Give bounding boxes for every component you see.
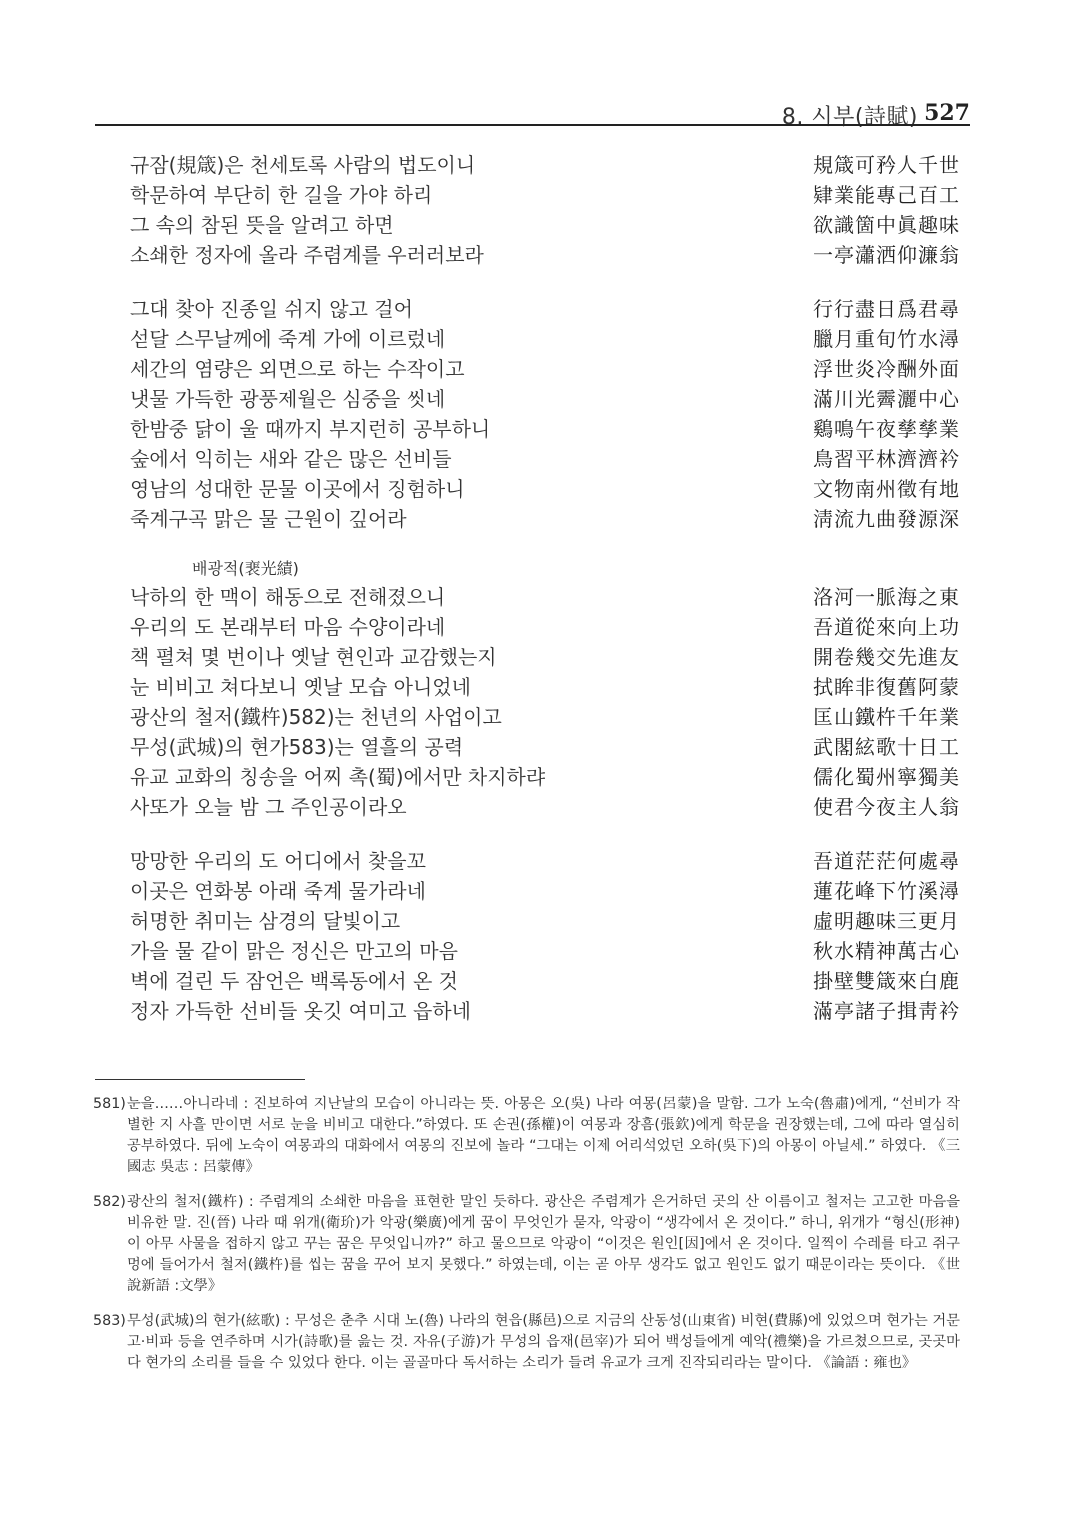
footnote [93, 1311, 960, 1374]
poem-line [130, 474, 960, 504]
korean-translation: 벽에 걸린 두 잠언은 백록동에서 온 것 [130, 969, 458, 993]
korean-translation: 소쇄한 정자에 올라 주렴계를 우러러보라 [130, 243, 484, 267]
chinese-original: 鳥習平林濟濟衿 [813, 447, 960, 471]
poem-stanza [130, 294, 960, 534]
chinese-original: 滿亭諸子揖靑衿 [813, 999, 960, 1023]
poem-line [130, 732, 960, 762]
korean-translation: 무성(武城)의 현가583)는 열흘의 공력 [130, 735, 464, 759]
chinese-original: 洛河一脈海之東 [813, 585, 960, 609]
korean-translation: 광산의 철저(鐵杵)582)는 천년의 사업이고 [130, 705, 502, 729]
section-title: 8. 시부(詩賦) [781, 105, 918, 130]
korean-translation: 세간의 염량은 외면으로 하는 수작이고 [130, 357, 465, 381]
poem-line [130, 504, 960, 534]
chinese-original: 儒化蜀州寧獨美 [813, 765, 960, 789]
footnote-text: 무성(武城)의 현가(絃歌) : 무성은 춘추 시대 노(魯) 나라의 현읍(縣邑)으로 지금의 산동성(山東省) 비현(費縣)에 있었으며 현가는 거문고·비파 등을 연주하며 시가(詩歌)를 읊는 것. 자유(子游)가 무성의 읍재(邑宰)가 되어 백성들에게 예악(禮樂)을 가르쳤으므로, 곳곳마다 현가의 소리를 들을 수 있었다 한다. 이는 골골마다 독서하는 소리가 들려 유교가 크게 진작되리라는 말이다. 《論語 : 雍也》 [127, 1313, 960, 1371]
chinese-original: 吾道茫茫何處尋 [813, 849, 960, 873]
korean-translation: 망망한 우리의 도 어디에서 찾을꼬 [130, 849, 426, 873]
chinese-original: 浮世炎冷酬外面 [813, 357, 960, 381]
korean-translation: 책 펼쳐 몇 번이나 옛날 현인과 교감했는지 [130, 645, 497, 669]
poem-line [130, 702, 960, 732]
chinese-original: 秋水精神萬古心 [813, 939, 960, 963]
korean-translation: 가을 물 같이 맑은 정신은 만고의 마음 [130, 939, 458, 963]
chinese-original: 欲識箇中眞趣味 [813, 213, 960, 237]
poem-line [130, 384, 960, 414]
chinese-original: 肄業能專己百工 [813, 183, 960, 207]
footnote-number: 582) [93, 1194, 126, 1210]
korean-translation: 유교 교화의 칭송을 어찌 촉(蜀)에서만 차지하랴 [130, 765, 546, 789]
poem-line [130, 876, 960, 906]
korean-translation: 그대 찾아 진종일 쉬지 않고 걸어 [130, 297, 413, 321]
chinese-original: 臘月重旬竹水潯 [813, 327, 960, 351]
poem-line [130, 444, 960, 474]
chinese-original: 一亭瀟洒仰濂翁 [813, 243, 960, 267]
poem-line [130, 642, 960, 672]
chinese-original: 虛明趣味三更月 [813, 909, 960, 933]
poem-author: 배광적(裵光績) [192, 559, 299, 578]
korean-translation: 정자 가득한 선비들 옷깃 여미고 읍하네 [130, 999, 471, 1023]
korean-translation: 섣달 스무날께에 죽계 가에 이르렀네 [130, 327, 446, 351]
footnotes [93, 1094, 960, 1388]
poem-body [130, 150, 960, 1050]
poem-line [130, 966, 960, 996]
poem-line [130, 150, 960, 180]
poem-line [130, 762, 960, 792]
korean-translation: 사또가 오늘 밤 그 주인공이라오 [130, 795, 407, 819]
chinese-original: 匡山鐵杵千年業 [813, 705, 960, 729]
poem-line [130, 414, 960, 444]
poem-stanza [130, 846, 960, 1026]
chinese-original: 滿川光霽灑中心 [813, 387, 960, 411]
footnote-text: 광산의 철저(鐵杵) : 주렴계의 소쇄한 마음을 표현한 말인 듯하다. 광산은 주렴계가 은거하던 곳의 산 이름이고 철저는 고고한 마음을 비유한 말. 진(晉) 나라 때 위개(衛玠)가 악광(樂廣)에게 꿈이 무엇인가 묻자, 악광이 “생각에서 온 것이다.” 하니, 위개가 “형신(形神)이 아무 사물을 접하지 않고 꾸는 꿈은 무엇입니까?” 하고 물으므로 악광이 “이것은 원인[因]에서 온 것이다. 일찍이 수레를 타고 쥐구멍에 들어가서 철저(鐵杵)를 씹는 꿈을 꾸어 보지 못했다.” 하였는데, 이는 곧 아무 생각도 없고 원인도 없기 때문이라는 뜻이다. 《世說新語 :文學》 [127, 1194, 960, 1294]
poem-stanza [130, 150, 960, 270]
korean-translation: 학문하여 부단히 한 길을 가야 하리 [130, 183, 433, 207]
poem-line [130, 582, 960, 612]
poem-line [130, 294, 960, 324]
poem-line [130, 846, 960, 876]
poem-line [130, 672, 960, 702]
poem-stanza [130, 558, 960, 822]
poem-line [130, 180, 960, 210]
korean-translation: 영남의 성대한 문물 이곳에서 징험하니 [130, 477, 465, 501]
poem-line [130, 240, 960, 270]
korean-translation: 우리의 도 본래부터 마음 수양이라네 [130, 615, 446, 639]
chinese-original: 掛壁雙箴來白鹿 [813, 969, 960, 993]
chinese-original: 淸流九曲發源深 [813, 507, 960, 531]
chinese-original: 武閣絃歌十日工 [813, 735, 960, 759]
footnote-text: 눈을……아니라네 : 진보하여 지난날의 모습이 아니라는 뜻. 아몽은 오(吳) 나라 여몽(呂蒙)을 말함. 그가 노숙(魯肅)에게, “선비가 작별한 지 사흘 만이면 서로 눈을 비비고 대한다.”하였다. 또 손권(孫權)이 여몽과 장흠(張欽)에게 학문을 권장했는데, 그에 따라 열심히 공부하였다. 뒤에 노숙이 여몽과의 대화에서 여몽의 진보에 놀라 “그대는 이제 어리석었던 오하(吳下)의 아몽이 아닐세.” 하였다. 《三國志 吳志 : 呂蒙傳》 [127, 1096, 960, 1175]
poem-line [130, 324, 960, 354]
korean-translation: 한밤중 닭이 울 때까지 부지런히 공부하니 [130, 417, 491, 441]
korean-translation: 규잠(規箴)은 천세토록 사람의 법도이니 [130, 153, 476, 177]
korean-translation: 낙하의 한 맥이 해동으로 전해졌으니 [130, 585, 446, 609]
poem-line [130, 996, 960, 1026]
poem-line [130, 354, 960, 384]
korean-translation: 눈 비비고 쳐다보니 옛날 모습 아니었네 [130, 675, 471, 699]
footnote [93, 1094, 960, 1178]
page-number: 527 [924, 100, 970, 126]
poem-line [130, 936, 960, 966]
poem-line [130, 612, 960, 642]
header-rule [95, 124, 970, 126]
korean-translation: 이곳은 연화봉 아래 죽계 물가라네 [130, 879, 426, 903]
korean-translation: 냇물 가득한 광풍제월은 심중을 씻네 [130, 387, 446, 411]
korean-translation: 숲에서 익히는 새와 같은 많은 선비들 [130, 447, 452, 471]
footnote [93, 1192, 960, 1297]
poem-line [130, 792, 960, 822]
korean-translation: 그 속의 참된 뜻을 알려고 하면 [130, 213, 394, 237]
chinese-original: 蓮花峰下竹溪潯 [813, 879, 960, 903]
korean-translation: 죽계구곡 맑은 물 근원이 깊어라 [130, 507, 407, 531]
chinese-original: 規箴可矜人千世 [813, 153, 960, 177]
footnote-number: 583) [93, 1313, 126, 1329]
chinese-original: 文物南州徵有地 [813, 477, 960, 501]
chinese-original: 使君今夜主人翁 [813, 795, 960, 819]
chinese-original: 吾道從來向上功 [813, 615, 960, 639]
poem-line [130, 906, 960, 936]
chinese-original: 鷄鳴午夜孳孳業 [813, 417, 960, 441]
chinese-original: 拭眸非復舊阿蒙 [813, 675, 960, 699]
poem-line [130, 210, 960, 240]
chinese-original: 開卷幾交先進友 [813, 645, 960, 669]
korean-translation: 허명한 취미는 삼경의 달빛이고 [130, 909, 401, 933]
chinese-original: 行行盡日爲君尋 [813, 297, 960, 321]
footnote-number: 581) [93, 1096, 126, 1112]
footnote-rule [95, 1079, 305, 1080]
